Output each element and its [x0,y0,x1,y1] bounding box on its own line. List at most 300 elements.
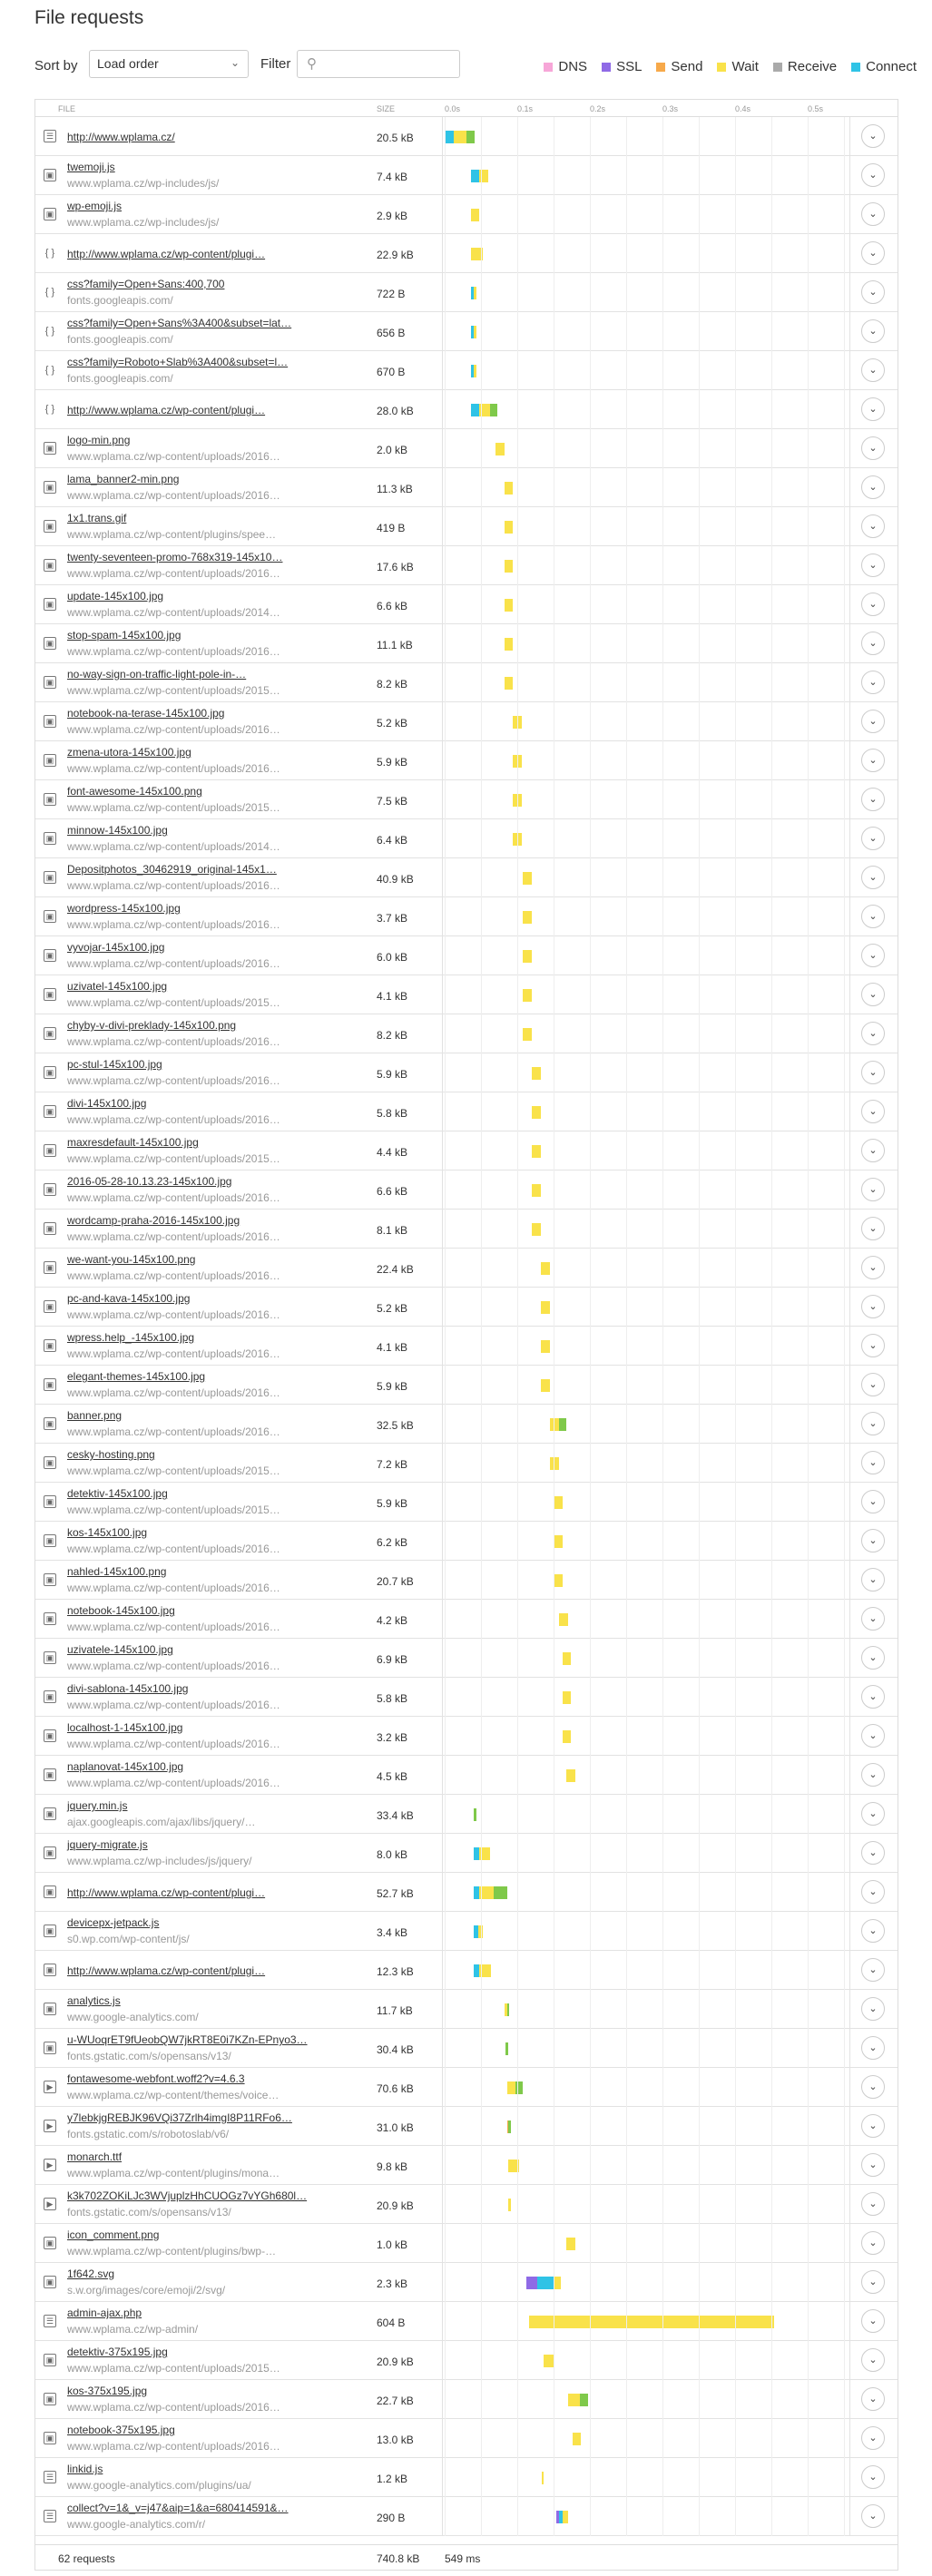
expand-row-button[interactable]: ⌄ [861,2465,885,2489]
table-row [35,1639,898,1678]
image-icon: ▣ [44,1300,56,1313]
timing-bar-receive [494,1886,506,1899]
sort-select[interactable] [89,50,249,78]
file-size: 4.5 kB [377,1770,408,1783]
table-row [35,1873,898,1912]
legend-item [656,59,702,74]
sort-label: Sort by [34,58,78,73]
image-icon: ▣ [44,1339,56,1352]
search-icon: ⚲ [307,56,317,72]
file-size: 52.7 kB [377,1887,414,1900]
code-icon: { } [44,326,55,337]
expand-row-button[interactable]: ⌄ [861,280,885,304]
legend-label: SSL [616,59,643,74]
timeline-gridline [699,117,700,2536]
table-row [35,2419,898,2458]
file-domain: fonts.gstatic.com/s/opensans/v13/ [67,2206,231,2218]
file-name-link[interactable]: we-want-you-145x100.png [67,1253,196,1266]
timing-bar-wait [563,1652,572,1665]
file-name-link[interactable]: 2016-05-28-10.13.23-145x100.jpg [67,1175,232,1188]
file-name-link[interactable]: http://www.wplama.cz/wp-content/plugi… [67,1964,266,1977]
file-domain: www.wplama.cz/wp-content/uploads/2016… [67,1113,280,1126]
table-row [35,2107,898,2146]
image-icon: ▣ [44,715,56,728]
file-size: 20.9 kB [377,2199,414,2212]
file-name-link[interactable]: http://www.wplama.cz/ [67,131,175,143]
file-name-link[interactable]: admin-ajax.php [67,2307,142,2319]
timing-bar-receive [507,2003,509,2016]
timing-bar-wait [505,560,514,573]
expand-row-button[interactable]: ⌄ [861,2153,885,2177]
timing-bar-wait [542,2472,544,2484]
requests-table [34,99,898,2571]
file-name-link[interactable]: zmena-utora-145x100.jpg [67,746,191,759]
expand-row-button[interactable]: ⌄ [861,1919,885,1943]
image-icon: ▣ [44,520,56,533]
legend-label: DNS [558,59,588,74]
table-row [35,1131,898,1170]
expand-row-button[interactable]: ⌄ [861,553,885,577]
expand-row-button[interactable]: ⌄ [861,2192,885,2216]
expand-row-button[interactable]: ⌄ [861,1802,885,1826]
table-row [35,273,898,312]
file-size: 1.2 kB [377,2473,408,2485]
image-icon: ▣ [44,1222,56,1235]
expand-row-button[interactable]: ⌄ [861,1217,885,1240]
image-icon: ▣ [44,1846,56,1859]
timeline-tick-label: 0.5s [808,104,824,113]
file-domain: www.wplama.cz/wp-content/plugins/mona… [67,2167,280,2179]
file-domain: www.wplama.cz/wp-content/uploads/2016… [67,1660,280,1672]
file-size: 20.9 kB [377,2356,414,2368]
file-name-link[interactable]: monarch.ttf [67,2150,123,2163]
footer-requests: 62 requests [58,2552,115,2565]
file-size: 31.0 kB [377,2121,414,2134]
timing-bar-wait [523,950,532,963]
timing-bar-wait [541,1340,550,1353]
expand-row-button[interactable]: ⌄ [861,163,885,187]
file-size: 7.2 kB [377,1458,408,1471]
file-size: 7.4 kB [377,171,408,183]
expand-row-button[interactable]: ⌄ [861,2426,885,2450]
expand-row-button[interactable]: ⌄ [861,1646,885,1670]
timing-bar-wait [541,1301,550,1314]
expand-row-button[interactable]: ⌄ [861,2231,885,2255]
file-name-link[interactable]: collect?v=1&_v=j47&aip=1&a=680414591&… [67,2502,289,2514]
file-name-link[interactable]: cesky-hosting.png [67,1448,155,1461]
legend-label: Receive [787,59,838,74]
file-size: 3.2 kB [377,1731,408,1744]
file-domain: s.w.org/images/core/emoji/2/svg/ [67,2284,226,2297]
file-name-link[interactable]: wordcamp-praha-2016-145x100.jpg [67,1214,240,1227]
file-domain: www.wplama.cz/wp-content/uploads/2016… [67,645,280,658]
image-icon: ▣ [44,1612,56,1625]
timing-bar-wait [541,1262,550,1275]
timing-bar-wait [529,2316,774,2328]
table-row [35,1912,898,1951]
file-name-link[interactable]: maxresdefault-145x100.jpg [67,1136,199,1149]
expand-row-button[interactable]: ⌄ [861,1763,885,1787]
image-icon: ▣ [44,871,56,884]
file-domain: fonts.googleapis.com/ [67,333,173,346]
expand-row-button[interactable]: ⌄ [861,1841,885,1865]
timing-bar-wait [532,1106,541,1119]
expand-row-button[interactable]: ⌄ [861,2348,885,2372]
file-size: 2.0 kB [377,444,408,456]
legend-label: Send [671,59,703,74]
file-domain: fonts.gstatic.com/s/opensans/v13/ [67,2050,231,2062]
file-name-link[interactable]: nahled-145x100.png [67,1565,167,1578]
image-icon: ▣ [44,1573,56,1586]
file-size: 604 B [377,2316,406,2329]
expand-row-button[interactable]: ⌄ [861,944,885,967]
expand-row-button[interactable]: ⌄ [861,1256,885,1279]
file-name-link[interactable]: detektiv-145x100.jpg [67,1487,168,1500]
file-domain: www.wplama.cz/wp-content/uploads/2016… [67,1699,280,1711]
file-name-link[interactable]: pc-stul-145x100.jpg [67,1058,162,1071]
file-name-link[interactable]: update-145x100.jpg [67,590,164,602]
table-row [35,819,898,858]
file-name-link[interactable]: font-awesome-145x100.png [67,785,202,798]
timing-bar-wait [566,2238,575,2250]
file-name-link[interactable]: stop-spam-145x100.jpg [67,629,181,642]
expand-row-button[interactable]: ⌄ [861,241,885,265]
expand-row-button[interactable]: ⌄ [861,124,885,148]
file-name-link[interactable]: logo-min.png [67,434,131,446]
table-row [35,1522,898,1561]
image-icon: ▣ [44,1378,56,1391]
file-name-link[interactable]: notebook-145x100.jpg [67,1604,175,1617]
expand-row-button[interactable]: ⌄ [861,905,885,928]
file-domain: www.wplama.cz/wp-content/uploads/2015… [67,801,280,814]
file-name-link[interactable]: 1f642.svg [67,2267,115,2280]
file-name-link[interactable]: detektiv-375x195.jpg [67,2346,168,2358]
file-size: 70.6 kB [377,2082,414,2095]
file-name-link[interactable]: css?family=Open+Sans%3A400&subset=lat… [67,317,292,329]
table-row [35,624,898,663]
legend [544,59,917,74]
file-size: 20.5 kB [377,132,414,144]
table-row [35,936,898,975]
table-row [35,585,898,624]
file-name-link[interactable]: lama_banner2-min.png [67,473,180,485]
file-name-link[interactable]: wpress.help_-145x100.jpg [67,1331,195,1344]
file-domain: www.wplama.cz/wp-content/uploads/2016… [67,723,280,736]
file-size: 7.5 kB [377,795,408,808]
file-name-link[interactable]: jquery-migrate.js [67,1838,148,1851]
table-row [35,117,898,156]
timeline-tick-label: 0.1s [517,104,534,113]
file-name-link[interactable]: kos-145x100.jpg [67,1526,148,1539]
column-header-size: SIZE [377,104,396,113]
file-name-link[interactable]: Depositphotos_30462919_original-145x1… [67,863,277,876]
image-icon: ▣ [44,1807,56,1820]
image-icon: ▣ [44,1534,56,1547]
file-name-link[interactable]: http://www.wplama.cz/wp-content/plugi… [67,404,266,416]
table-footer [35,2544,898,2570]
expand-row-button[interactable]: ⌄ [861,1295,885,1318]
file-domain: www.wplama.cz/wp-content/uploads/2016… [67,1425,280,1438]
expand-row-button[interactable]: ⌄ [861,2036,885,2060]
expand-row-button[interactable]: ⌄ [861,827,885,850]
image-icon: ▣ [44,988,56,1001]
expand-row-button[interactable]: ⌄ [861,2075,885,2099]
timing-bar-wait [559,1613,568,1626]
file-size: 5.8 kB [377,1107,408,1120]
file-domain: www.wplama.cz/wp-content/uploads/2016… [67,957,280,970]
expand-row-button[interactable]: ⌄ [861,436,885,460]
image-icon: ▣ [44,2393,56,2405]
timing-bar-wait [523,989,532,1002]
expand-row-button[interactable]: ⌄ [861,593,885,616]
image-icon: ▣ [44,1417,56,1430]
file-domain: s0.wp.com/wp-content/js/ [67,1933,190,1945]
expand-row-button[interactable]: ⌄ [861,2387,885,2411]
expand-row-button[interactable]: ⌄ [861,1451,885,1474]
file-name-link[interactable]: k3k702ZOKiLJc3WVjuplzHhCUOGz7vYGh680l… [67,2189,308,2202]
file-name-link[interactable]: uzivatele-145x100.jpg [67,1643,173,1656]
timing-bar-wait [495,443,505,455]
file-domain: www.wplama.cz/wp-content/uploads/2016… [67,1308,280,1321]
expand-row-button[interactable]: ⌄ [861,788,885,811]
file-name-link[interactable]: kos-375x195.jpg [67,2385,148,2397]
timing-bar-wait [544,2355,554,2367]
table-row [35,546,898,585]
file-domain: www.wplama.cz/wp-content/uploads/2016… [67,918,280,931]
timing-bar-ssl [526,2277,538,2289]
expand-row-button[interactable]: ⌄ [861,1061,885,1084]
file-name-link[interactable]: 1x1.trans.gif [67,512,127,524]
file-name-link[interactable]: notebook-na-terase-145x100.jpg [67,707,225,720]
timeline-tick-label: 0.2s [590,104,606,113]
timing-bar-wait [523,872,532,885]
timing-bar-wait [505,677,514,690]
file-domain: www.google-analytics.com/r/ [67,2518,206,2531]
table-row [35,507,898,546]
expand-row-button[interactable]: ⌄ [861,1373,885,1396]
image-icon: ▣ [44,1964,56,1976]
file-name-link[interactable]: chyby-v-divi-preklady-145x100.png [67,1019,237,1032]
file-domain: fonts.gstatic.com/s/robotoslab/v6/ [67,2128,230,2140]
table-row [35,2302,898,2341]
timing-bar-receive [559,1418,566,1431]
file-name-link[interactable]: devicepx-jetpack.js [67,1916,160,1929]
chevron-down-icon: ⌄ [230,56,240,69]
file-size: 8.1 kB [377,1224,408,1237]
file-name-link[interactable]: y7lebkjgREBJK96VQi37Zrlh4imgI8P11RFo6… [67,2111,292,2124]
file-name-link[interactable]: no-way-sign-on-traffic-light-pole-in-… [67,668,247,681]
expand-row-button[interactable]: ⌄ [861,1022,885,1045]
file-name-link[interactable]: fontawesome-webfont.woff2?v=4.6.3 [67,2072,245,2085]
table-row [35,1951,898,1990]
table-row [35,1483,898,1522]
file-size: 5.2 kB [377,1302,408,1315]
expand-row-button[interactable]: ⌄ [861,2270,885,2294]
timing-bar-wait [523,911,532,924]
file-size: 8.2 kB [377,678,408,691]
expand-row-button[interactable]: ⌄ [861,1607,885,1631]
document-icon: ☰ [44,2510,56,2522]
expand-row-button[interactable]: ⌄ [861,1568,885,1592]
file-name-link[interactable]: http://www.wplama.cz/wp-content/plugi… [67,248,266,260]
table-row [35,312,898,351]
expand-row-button[interactable]: ⌄ [861,1997,885,2021]
table-row [35,2146,898,2185]
image-icon: ▣ [44,2354,56,2366]
expand-row-button[interactable]: ⌄ [861,319,885,343]
file-name-link[interactable]: divi-145x100.jpg [67,1097,147,1110]
expand-row-button[interactable]: ⌄ [861,1178,885,1201]
expand-row-button[interactable]: ⌄ [861,1724,885,1748]
table-row [35,1092,898,1131]
image-icon: ▣ [44,1183,56,1196]
expand-row-button[interactable]: ⌄ [861,514,885,538]
expand-row-button[interactable]: ⌄ [861,2114,885,2138]
legend-label: Wait [731,59,759,74]
file-size: 22.9 kB [377,249,414,261]
expand-row-button[interactable]: ⌄ [861,2504,885,2528]
file-name-link[interactable]: css?family=Open+Sans:400,700 [67,278,225,290]
file-size: 5.9 kB [377,1380,408,1393]
table-row [35,1678,898,1717]
expand-row-button[interactable]: ⌄ [861,671,885,694]
file-size: 5.9 kB [377,756,408,769]
expand-row-button[interactable]: ⌄ [861,1958,885,1982]
table-row [35,897,898,936]
expand-row-button[interactable]: ⌄ [861,1334,885,1357]
expand-row-button[interactable]: ⌄ [861,983,885,1006]
timeline-gridline [517,117,518,2536]
file-domain: www.wplama.cz/wp-content/uploads/2015… [67,2362,280,2375]
expand-row-button[interactable]: ⌄ [861,2309,885,2333]
legend-swatch [773,63,782,72]
sort-select-value: Load order [97,56,159,71]
file-name-link[interactable]: u-WUoqrET9fUeobQW7jkRT8E0i7KZn-EPnyo3… [67,2033,308,2046]
file-name-link[interactable]: twenty-seventeen-promo-768x319-145x10… [67,551,283,563]
table-header [35,100,898,117]
timing-bar-wait [566,1769,575,1782]
file-name-link[interactable]: vyvojar-145x100.jpg [67,941,165,954]
filter-input[interactable] [325,55,456,72]
file-name-link[interactable]: icon_comment.png [67,2228,160,2241]
expand-row-button[interactable]: ⌄ [861,202,885,226]
expand-row-button[interactable]: ⌄ [861,1490,885,1513]
file-size: 5.9 kB [377,1497,408,1510]
file-size: 419 B [377,522,406,534]
code-icon: { } [44,248,55,259]
file-size: 8.0 kB [377,1848,408,1861]
image-icon: ▣ [44,1651,56,1664]
image-icon: ▣ [44,637,56,650]
timing-bar-wait [563,1691,572,1704]
timing-bar-connect [471,404,480,416]
file-name-link[interactable]: css?family=Roboto+Slab%3A400&subset=l… [67,356,289,368]
timeline-tick-label: 0.4s [735,104,751,113]
file-size: 1.0 kB [377,2238,408,2251]
expand-row-button[interactable]: ⌄ [861,1880,885,1904]
expand-row-button[interactable]: ⌄ [861,749,885,772]
file-name-link[interactable]: wp-emoji.js [67,200,123,212]
expand-row-button[interactable]: ⌄ [861,710,885,733]
file-size: 2.9 kB [377,210,408,222]
file-size: 22.4 kB [377,1263,414,1276]
file-size: 40.9 kB [377,873,414,886]
file-size: 28.0 kB [377,405,414,417]
file-name-link[interactable]: minnow-145x100.jpg [67,824,168,837]
file-name-link[interactable]: linkid.js [67,2463,103,2475]
file-name-link[interactable]: twemoji.js [67,161,115,173]
image-icon: ▣ [44,1027,56,1040]
timeline-gridline [590,117,591,2536]
file-domain: www.wplama.cz/wp-content/uploads/2016… [67,2401,280,2414]
file-domain: www.wplama.cz/wp-content/uploads/2015… [67,996,280,1009]
expand-row-button[interactable]: ⌄ [861,475,885,499]
filter-box [297,50,460,78]
image-icon: ▣ [44,1105,56,1118]
expand-row-button[interactable]: ⌄ [861,1100,885,1123]
file-size: 32.5 kB [377,1419,414,1432]
table-row [35,1249,898,1288]
file-size: 4.2 kB [377,1614,408,1627]
file-name-link[interactable]: elegant-themes-145x100.jpg [67,1370,206,1383]
code-icon: { } [44,365,55,376]
legend-item [602,59,642,74]
expand-row-button[interactable]: ⌄ [861,1685,885,1709]
file-name-link[interactable]: localhost-1-145x100.jpg [67,1721,183,1734]
timing-bar-wait [454,131,466,143]
file-size: 4.1 kB [377,990,408,1003]
expand-row-button[interactable]: ⌄ [861,1529,885,1552]
file-name-link[interactable]: notebook-375x195.jpg [67,2424,175,2436]
image-icon: ▣ [44,1456,56,1469]
image-icon: ▣ [44,1768,56,1781]
legend-swatch [717,63,726,72]
file-name-link[interactable]: naplanovat-145x100.jpg [67,1760,184,1773]
file-size: 290 B [377,2512,406,2524]
expand-row-button[interactable]: ⌄ [861,632,885,655]
expand-row-button[interactable]: ⌄ [861,397,885,421]
file-name-link[interactable]: wordpress-145x100.jpg [67,902,181,915]
file-size: 3.4 kB [377,1926,408,1939]
timing-bar-receive [505,2042,508,2055]
file-name-link[interactable]: banner.png [67,1409,123,1422]
expand-row-button[interactable]: ⌄ [861,866,885,889]
table-row [35,2263,898,2302]
file-size: 5.8 kB [377,1692,408,1705]
table-row [35,2029,898,2068]
table-row [35,2185,898,2224]
file-name-link[interactable]: http://www.wplama.cz/wp-content/plugi… [67,1886,266,1899]
file-size: 722 B [377,288,406,300]
timing-bar-connect [471,170,480,182]
file-name-link[interactable]: pc-and-kava-145x100.jpg [67,1292,191,1305]
table-row [35,2497,898,2536]
file-name-link[interactable]: uzivatel-145x100.jpg [67,980,168,993]
table-row [35,858,898,897]
table-row [35,2458,898,2497]
document-icon: ☰ [44,130,56,142]
file-domain: www.wplama.cz/wp-content/themes/voice… [67,2089,280,2101]
table-row [35,741,898,780]
file-name-link[interactable]: jquery.min.js [67,1799,128,1812]
expand-row-button[interactable]: ⌄ [861,1139,885,1162]
file-size: 2.3 kB [377,2277,408,2290]
expand-row-button[interactable]: ⌄ [861,1412,885,1435]
file-size: 30.4 kB [377,2043,414,2056]
file-name-link[interactable]: analytics.js [67,1994,121,2007]
expand-row-button[interactable]: ⌄ [861,358,885,382]
file-name-link[interactable]: divi-sablona-145x100.jpg [67,1682,189,1695]
